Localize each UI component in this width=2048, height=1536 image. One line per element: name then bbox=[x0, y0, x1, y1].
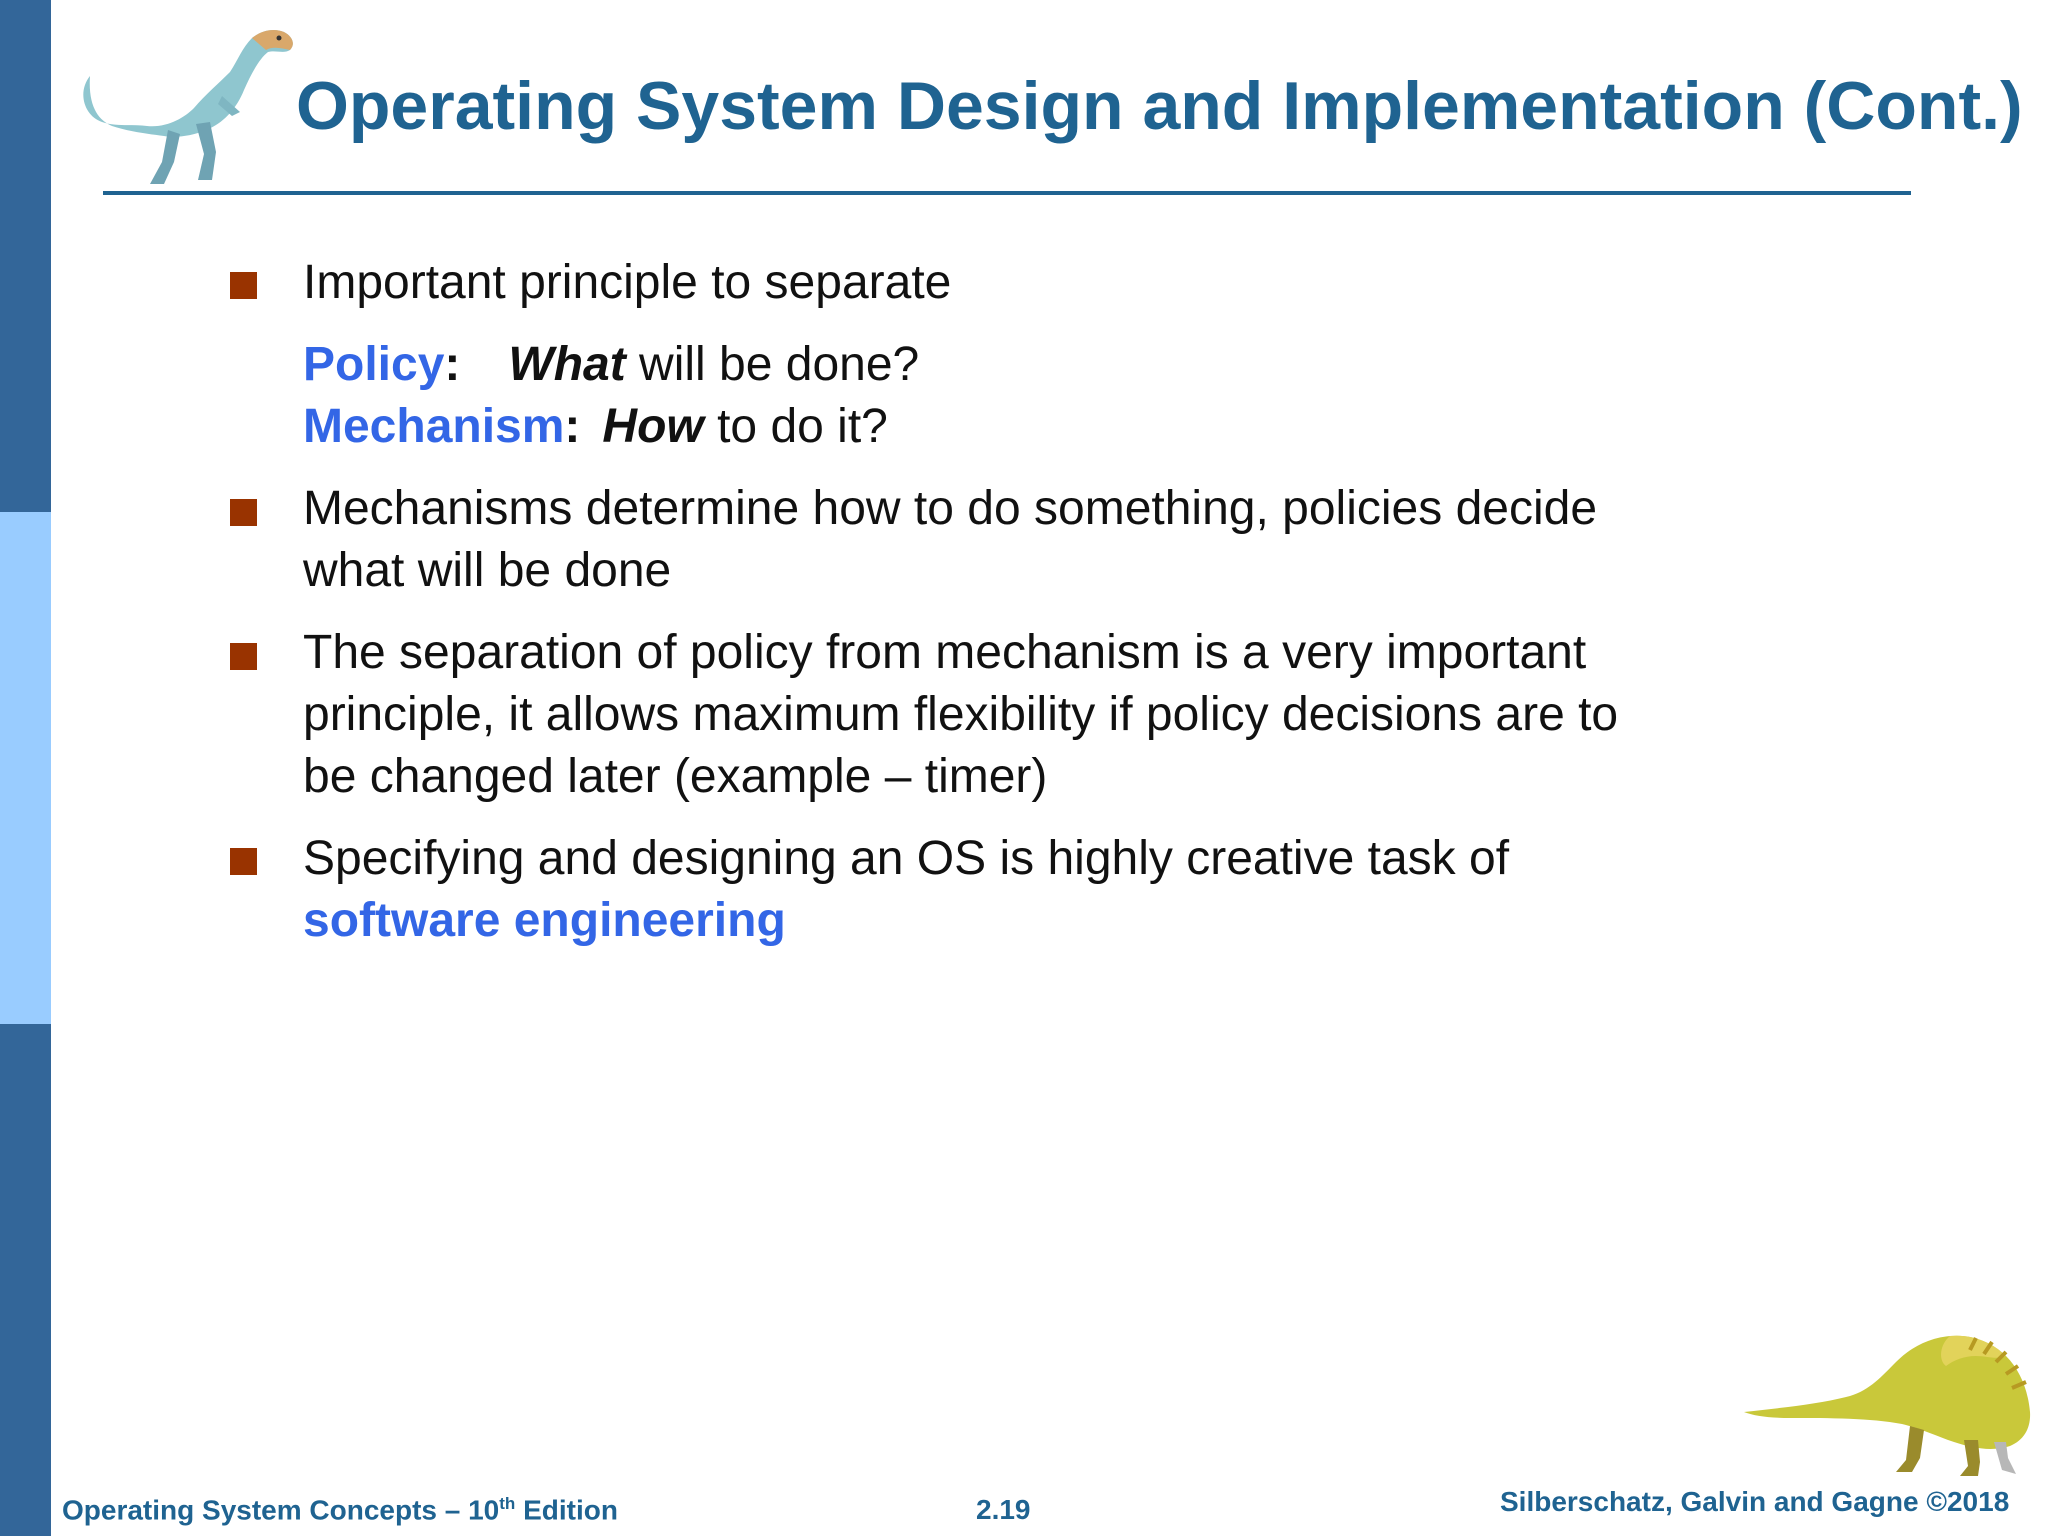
policy-question-word: What bbox=[508, 338, 626, 391]
bullet-3-line-2: principle, it allows maximum flexibility if policy decisions are to bbox=[303, 688, 1619, 741]
bullet-3-line-1: The separation of policy from mechanism is a very important bbox=[303, 626, 1587, 679]
policy-colon: : bbox=[444, 338, 461, 391]
mechanism-question-word: How bbox=[602, 400, 704, 453]
dinosaur-logo-icon bbox=[72, 12, 312, 192]
footer-copyright: Silberschatz, Galvin and Gagne ©2018 bbox=[1500, 1486, 2010, 1517]
bullet-marker bbox=[230, 272, 257, 299]
title-divider bbox=[103, 191, 1911, 195]
footer-book-title-main: Operating System Concepts – 10 bbox=[62, 1494, 500, 1526]
bullet-marker bbox=[230, 848, 257, 875]
bullet-1-line-1: Important principle to separate bbox=[303, 256, 952, 309]
bullet-3-line-3: be changed later (example – timer) bbox=[303, 750, 1048, 803]
sidebar-band bbox=[0, 0, 51, 1536]
footer-book-title bbox=[62, 1494, 618, 1526]
policy-definition bbox=[303, 334, 919, 396]
bullet-2-line-2: what will be done bbox=[303, 544, 672, 597]
software-engineering-keyword: software engineering bbox=[303, 894, 786, 947]
sidebar-middle-segment bbox=[0, 512, 51, 1024]
dinosaur-bottom-icon bbox=[1740, 1320, 2040, 1480]
footer-book-title-end: Edition bbox=[515, 1494, 618, 1526]
slide-title: Operating System Design and Implementation (Cont.) bbox=[296, 68, 2023, 144]
bullet-4-line-1: Specifying and designing an OS is highly creative task of bbox=[303, 832, 1510, 885]
footer-page-number: 2.19 bbox=[976, 1494, 1031, 1525]
policy-term: Policy bbox=[303, 338, 445, 391]
sidebar-top-segment bbox=[0, 0, 51, 512]
bullet-marker bbox=[230, 499, 257, 526]
sidebar-bottom-segment bbox=[0, 1024, 51, 1536]
mechanism-question-rest: to do it? bbox=[703, 400, 888, 453]
policy-question-rest: will be done? bbox=[625, 338, 920, 391]
mechanism-definition bbox=[303, 396, 888, 458]
footer-edition-suffix: th bbox=[499, 1494, 516, 1513]
mechanism-colon: : bbox=[564, 400, 581, 453]
bullet-marker bbox=[230, 643, 257, 670]
mechanism-term: Mechanism bbox=[303, 400, 565, 453]
bullet-2-line-1: Mechanisms determine how to do something, policies decide bbox=[303, 482, 1598, 535]
